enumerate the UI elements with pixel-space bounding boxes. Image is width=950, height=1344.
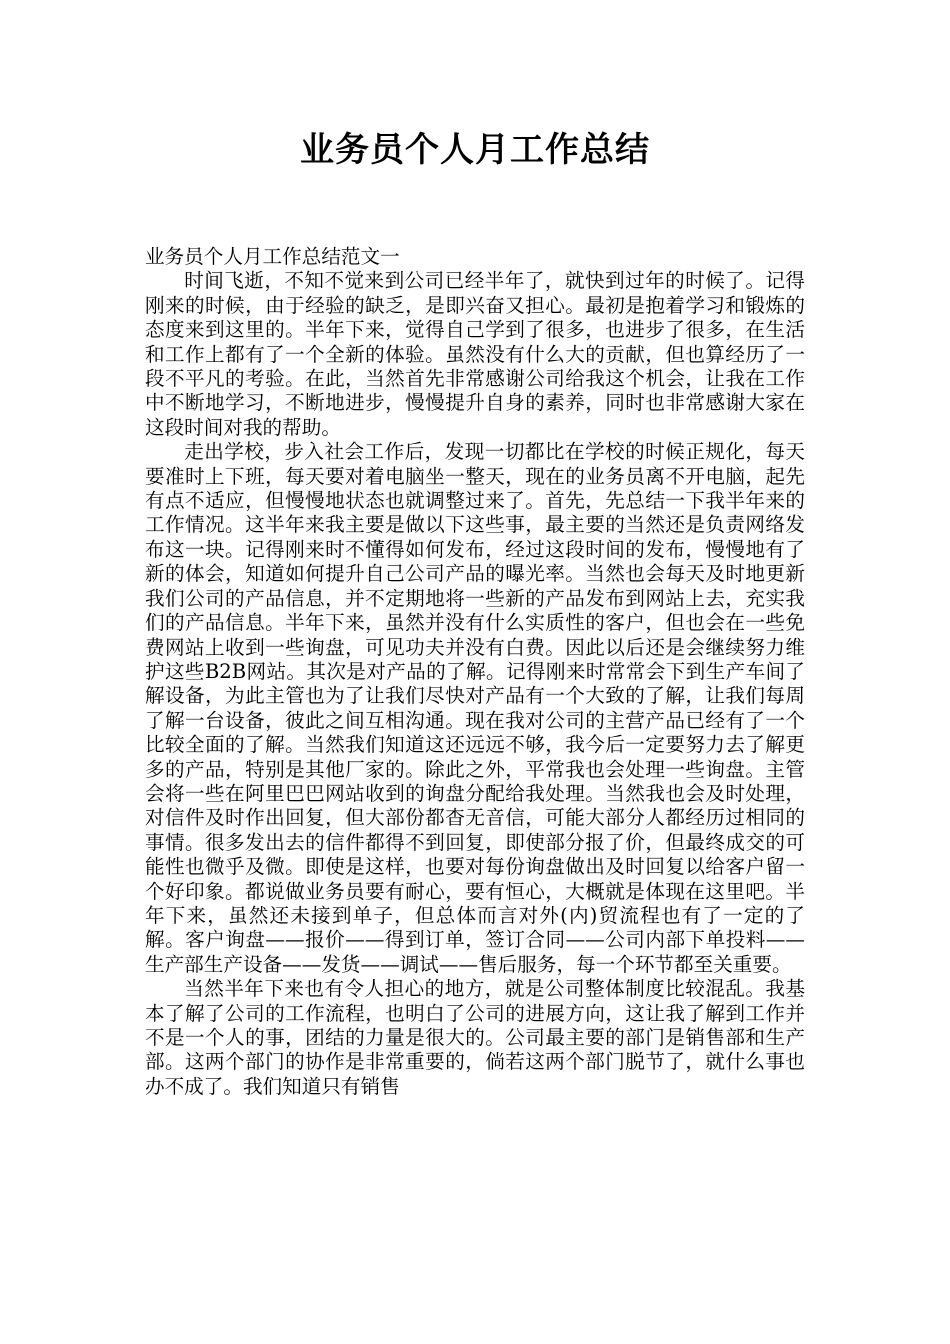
document-body — [145, 245, 805, 1099]
section-subtitle: 业务员个人月工作总结范文一 — [145, 245, 400, 268]
paragraph: 时间飞逝，不知不觉来到公司已经半年了，就快到过年的时候了。记得刚来的时候，由于经验的缺乏，是即兴奋又担心。最初是抱着学习和锻炼的态度来到这里的。半年下来，觉得自己学到了很多，也进步了很多，在生活和工作上都有了一个全新的体验。虽然没有什么大的贡献，但也算经历了一段不平凡的考验。在此，当然首先非常感谢公司给我这个机会，让我在工作中不断地学习，不断地进步，慢慢提升自身的素养，同时也非常感谢大家在这段时间对我的帮助。 — [145, 269, 805, 439]
document-title: 业务员个人月工作总结 — [300, 130, 650, 170]
paragraph: 走出学校，步入社会工作后，发现一切都比在学校的时候正规化，每天要准时上下班，每天要对着电脑坐一整天，现在的业务员离不开电脑，起先有点不适应，但慢慢地状态也就调整过来了。首先，先总结一下我半年来的工作情况。这半年来我主要是做以下这些事，最主要的当然还是负责网络发布这一块。记得刚来时不懂得如何发布，经过这段时间的发布，慢慢地有了新的体会，知道如何提升自己公司产品的曝光率。当然也会每天及时地更新我们公司的产品信息，并不定期地将一些新的产品发布到网站上去，充实我们的产品信息。半年下来，虽然并没有什么实质性的客户，但也会在一些免费网站上收到一些询盘，可见功夫并没有白费。因此以后还是会继续努力维护这些B2B网站。其次是对产品的了解。记得刚来时常常会下到生产车间了解设备，为此主管也为了让我们尽快对产品有一个大致的了解，让我们每周了解一台设备，彼此之间互相沟通。现在我对公司的主营产品已经有了一个比较全面的了解。当然我们知道这还远远不够，我今后一定要努力去了解更多的产品，特别是其他厂家的。除此之外，平常我也会处理一些询盘。主管会将一些在阿里巴巴网站收到的询盘分配给我处理。当然我也会及时处理，对信件及时作出回复，但大部份都杳无音信，可能大部分人都经历过相同的事情。很多发出去的信件都得不到回复，即使部分报了价，但最终成交的可能性也微乎及微。即使是这样，也要对每份询盘做出及时回复以给客户留一个好印象。都说做业务员要有耐心，要有恒心，大概就是体现在这里吧。半年下来，虽然还未接到单子，但总体而言对外(内)贸流程也有了一定的了解。客户询盘——报价——得到订单，签订合同——公司内部下单投料——生产部生产设备——发货——调试——售后服务，每一个环节都至关重要。 — [145, 440, 805, 976]
paragraph: 当然半年下来也有令人担心的地方，就是公司整体制度比较混乱。我基本了解了公司的工作流程，也明白了公司的进展方向，这让我了解到工作并不是一个人的事，团结的力量是很大的。公司最主要的部门是销售部和生产部。这两个部门的协作是非常重要的，倘若这两个部门脱节了，就什么事也办不成了。我们知道只有销售 — [145, 977, 805, 1098]
